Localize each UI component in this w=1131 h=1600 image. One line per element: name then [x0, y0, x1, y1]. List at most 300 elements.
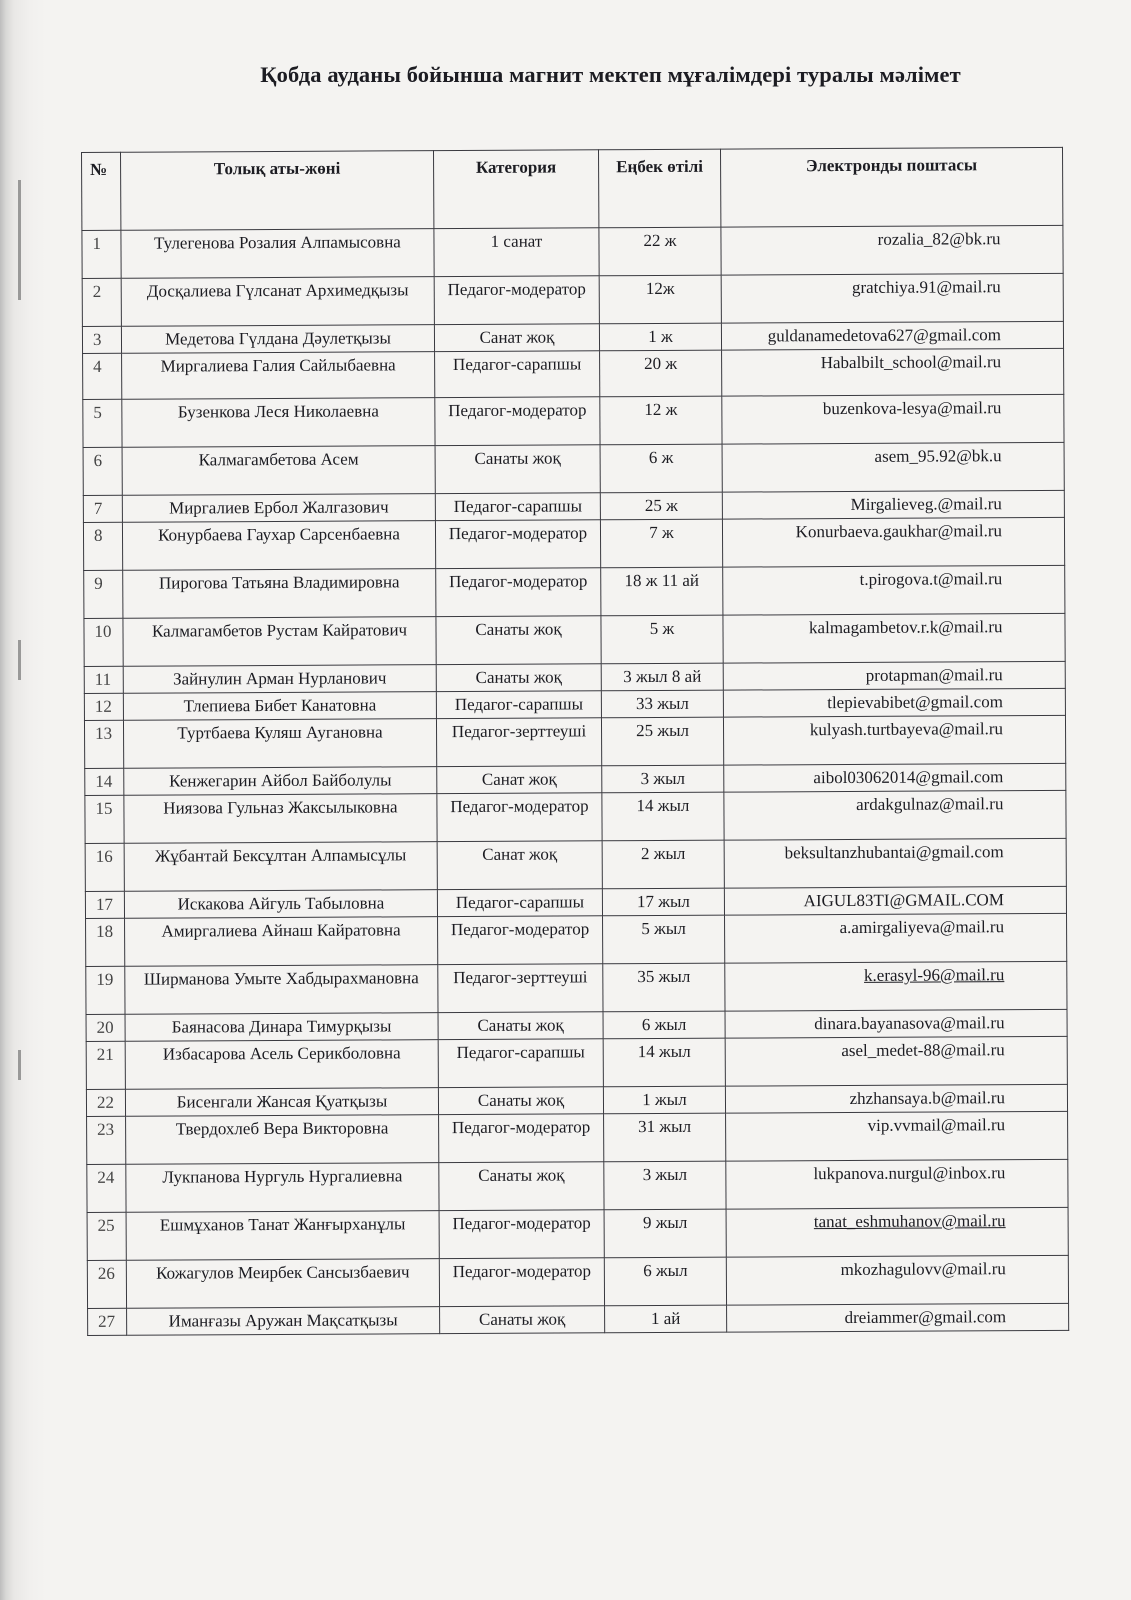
- cell-email: [722, 442, 1064, 492]
- cell-experience-text: 5 жыл: [641, 918, 686, 939]
- cell-email-text: dinara.bayanasova@mail.ru: [814, 1013, 1005, 1034]
- table-row: [84, 565, 1065, 618]
- cell-category: [439, 1162, 604, 1211]
- cell-email-text: kulyash.turtbayeva@mail.ru: [809, 719, 1004, 740]
- cell-email: [725, 913, 1067, 963]
- cell-category: [440, 1306, 605, 1334]
- cell-number: [85, 843, 124, 891]
- cell-category-text: Педагог-сарапшы: [452, 354, 582, 375]
- cell-email: [723, 688, 1065, 717]
- table-row: [86, 913, 1067, 966]
- cell-number: [83, 353, 122, 399]
- table-row: [84, 613, 1065, 666]
- cell-full-name-text: Ширманова Умыте Хабдырахмановна: [143, 968, 419, 989]
- cell-experience-text: 12 ж: [644, 399, 678, 420]
- cell-category: [438, 1039, 603, 1088]
- table-row: [83, 517, 1064, 570]
- cell-number: [87, 1212, 126, 1260]
- cell-experience-text: 7 ж: [649, 522, 674, 543]
- header-experience: Еңбек өтілі: [598, 149, 720, 228]
- cell-email-text: zhzhansaya.b@mail.ru: [849, 1088, 1006, 1108]
- cell-full-name: [122, 352, 435, 400]
- cell-category: [437, 793, 602, 842]
- cell-email-text: ardakgulnaz@mail.ru: [856, 794, 1004, 814]
- cell-email: [722, 394, 1064, 444]
- cell-email: [725, 1084, 1067, 1113]
- cell-number: [82, 326, 121, 353]
- cell-category: [434, 276, 599, 325]
- cell-category-text: Педагог-модератор: [451, 1117, 591, 1138]
- cell-number-text: 8: [93, 525, 103, 545]
- cell-category: [437, 766, 602, 794]
- cell-number-text: 15: [95, 798, 113, 818]
- cell-experience: [599, 323, 721, 351]
- cell-full-name-text: Баянасова Динара Тимурқызы: [171, 1016, 392, 1037]
- table-row: [86, 1036, 1067, 1089]
- cell-full-name: [125, 965, 438, 1015]
- cell-email-text: dreiammer@gmail.com: [844, 1307, 1007, 1328]
- cell-category: [438, 964, 603, 1013]
- cell-number: [83, 399, 122, 447]
- cell-category: [435, 493, 600, 521]
- cell-email: [722, 490, 1064, 519]
- cell-email-text: tanat_eshmuhanov@mail.ru: [813, 1211, 1006, 1232]
- cell-full-name-text: Искакова Айгуль Табыловна: [177, 893, 385, 914]
- cell-experience: [601, 717, 723, 766]
- scan-artifact: [18, 1050, 21, 1080]
- cell-email-text: AIGUL83TI@GMAIL.COM: [803, 890, 1004, 911]
- cell-email: [724, 790, 1066, 840]
- cell-category: [436, 664, 601, 692]
- cell-full-name-text: Медетова Гүлдана Дәулетқызы: [165, 328, 391, 349]
- cell-experience-text: 1 жыл: [642, 1089, 687, 1110]
- cell-full-name: [126, 1115, 439, 1165]
- scan-artifact: [18, 640, 21, 680]
- cell-full-name-text: Кожагулов Меирбек Сансызбаевич: [156, 1262, 410, 1283]
- cell-number-text: 19: [96, 969, 114, 989]
- cell-full-name: [127, 1307, 440, 1336]
- cell-category: [438, 1012, 603, 1040]
- cell-category-text: Педагог-сарапшы: [453, 496, 583, 517]
- cell-category-text: Педагог-модератор: [448, 400, 587, 421]
- cell-number: [84, 666, 123, 693]
- cell-email: [722, 517, 1064, 567]
- cell-experience-text: 6 жыл: [643, 1260, 688, 1281]
- cell-number-text: 24: [97, 1167, 115, 1187]
- cell-full-name: [123, 665, 436, 694]
- cell-experience-text: 14 жыл: [637, 1041, 691, 1062]
- cell-full-name: [121, 229, 434, 279]
- cell-full-name: [126, 1211, 439, 1261]
- cell-full-name-text: Бузенкова Леся Николаевна: [177, 401, 379, 422]
- cell-experience: [602, 840, 724, 889]
- cell-experience-text: 3 жыл: [640, 768, 686, 789]
- cell-category: [434, 228, 599, 277]
- cell-full-name-text: Амиргалиева Айнаш Кайратовна: [161, 920, 401, 941]
- cell-email-text: Konurbaeva.gaukhar@mail.ru: [795, 521, 1003, 542]
- cell-experience: [602, 765, 724, 793]
- cell-full-name-text: Лукпанова Нургуль Нургалиевна: [162, 1166, 403, 1187]
- table-row: [83, 394, 1064, 447]
- cell-email: [721, 273, 1063, 323]
- cell-full-name: [124, 794, 437, 844]
- cell-email: [726, 1255, 1068, 1305]
- cell-email: [725, 1036, 1067, 1086]
- cell-category: [439, 1258, 604, 1307]
- cell-experience-text: 12ж: [645, 278, 675, 299]
- cell-full-name-text: Жұбантай Бексұлтан Алпамысұлы: [154, 845, 407, 866]
- cell-number: [82, 230, 121, 278]
- table-row: [88, 1303, 1069, 1335]
- cell-category-text: Санаты жоқ: [478, 1309, 566, 1329]
- cell-email-text: vip.vvmail@mail.ru: [867, 1115, 1006, 1135]
- cell-experience: [601, 690, 723, 718]
- table-row: [83, 442, 1064, 495]
- cell-category-text: Педагог-сарапшы: [454, 694, 584, 715]
- cell-full-name: [123, 692, 436, 721]
- cell-full-name: [125, 1013, 438, 1042]
- cell-full-name-text: Конурбаева Гаухар Сарсенбаевна: [158, 524, 400, 545]
- header-category: Категория: [433, 150, 598, 229]
- cell-experience: [601, 663, 723, 691]
- cell-number: [86, 1014, 125, 1041]
- cell-experience: [603, 1038, 725, 1087]
- cell-experience-text: 14 жыл: [636, 795, 690, 816]
- cell-experience-text: 25 жыл: [636, 720, 690, 741]
- cell-email: [722, 348, 1064, 396]
- cell-email: [721, 225, 1063, 275]
- cell-full-name: [125, 1040, 438, 1090]
- cell-experience: [604, 1161, 726, 1210]
- cell-number: [82, 278, 121, 326]
- cell-experience-text: 6 ж: [648, 447, 674, 468]
- cell-experience-text: 17 жыл: [636, 891, 690, 912]
- cell-full-name-text: Тулегенова Розалия Алпамысовна: [154, 232, 401, 253]
- cell-email-text: lukpanova.nurgul@inbox.ru: [813, 1163, 1006, 1184]
- cell-email-text: a.amirgaliyeva@mail.ru: [839, 917, 1005, 938]
- header-full-name: Толық аты-жөні: [121, 151, 434, 231]
- cell-email: [726, 1111, 1068, 1161]
- cell-experience: [602, 888, 724, 916]
- cell-full-name-text: Миргалиев Ербол Жалгазович: [169, 497, 389, 518]
- cell-category: [439, 1114, 604, 1163]
- cell-number-text: 11: [94, 669, 112, 689]
- cell-full-name: [124, 890, 437, 919]
- cell-number: [87, 1164, 126, 1212]
- cell-category-text: Педагог-сарапшы: [456, 1042, 585, 1063]
- cell-category-text: Санаты жоқ: [475, 619, 562, 639]
- cell-category-text: Санаты жоқ: [478, 1165, 565, 1185]
- cell-full-name: [125, 1088, 438, 1117]
- cell-number-text: 13: [94, 723, 113, 743]
- cell-full-name: [122, 398, 435, 448]
- cell-category: [436, 568, 601, 617]
- cell-number-text: 1: [92, 233, 102, 253]
- cell-number-text: 27: [98, 1311, 116, 1331]
- cell-email-text: asem_95.92@bk.u: [874, 446, 1002, 466]
- cell-full-name-text: Калмагамбетов Рустам Кайратович: [151, 620, 408, 641]
- cell-experience: [604, 1257, 726, 1306]
- cell-full-name: [122, 494, 435, 523]
- cell-number-text: 2: [92, 281, 102, 301]
- cell-full-name-text: Миргалиева Галия Сайлыбаевна: [160, 355, 396, 376]
- table-row: [82, 273, 1063, 326]
- cell-email: [724, 763, 1066, 792]
- cell-full-name-text: Туртбаева Куляш Аугановна: [177, 722, 383, 743]
- cell-category-text: Педагог-модератор: [448, 523, 588, 544]
- cell-full-name-text: Калмагамбетова Асем: [198, 449, 359, 470]
- cell-number: [83, 447, 122, 495]
- cell-full-name: [123, 617, 436, 667]
- cell-email: [723, 565, 1065, 615]
- cell-full-name: [121, 277, 434, 327]
- cell-category: [437, 889, 602, 917]
- cell-experience-text: 33 жыл: [635, 693, 689, 714]
- scan-artifact: [18, 180, 21, 300]
- cell-number: [85, 891, 124, 918]
- cell-full-name-text: Тлепиева Бибет Канатовна: [183, 695, 377, 716]
- cell-experience-text: 1 ж: [648, 326, 673, 347]
- cell-number-text: 18: [96, 921, 114, 941]
- cell-full-name: [124, 767, 437, 796]
- cell-category-text: Санат жоқ: [482, 844, 558, 864]
- cell-experience: [603, 915, 725, 964]
- table-row: [84, 715, 1065, 768]
- table-row: [83, 348, 1064, 399]
- cell-number-text: 9: [94, 573, 103, 593]
- cell-email-text: Habalbilt_school@mail.ru: [820, 352, 1002, 373]
- cell-email-text: aibol03062014@gmail.com: [813, 767, 1004, 788]
- cell-experience: [601, 567, 723, 616]
- cell-category: [436, 691, 601, 719]
- cell-full-name: [123, 719, 436, 769]
- cell-category-text: Педагог-модератор: [452, 1261, 592, 1282]
- cell-email-text: Mirgalieveg.@mail.ru: [850, 494, 1002, 514]
- cell-full-name-text: Бисенгали Жансая Қуатқызы: [176, 1091, 388, 1112]
- cell-experience: [605, 1305, 727, 1333]
- cell-email: [726, 1207, 1068, 1257]
- cell-experience: [602, 792, 724, 841]
- cell-full-name: [124, 842, 437, 892]
- cell-full-name-text: Ниязова Гульназ Жаксылыковна: [163, 797, 398, 818]
- cell-full-name-text: Досқалиева Гүлсанат Архимедқызы: [146, 280, 409, 301]
- cell-full-name: [123, 569, 436, 619]
- cell-number: [84, 618, 123, 666]
- cell-number-text: 23: [97, 1119, 115, 1139]
- cell-number: [86, 918, 125, 966]
- cell-email-text: protapman@mail.ru: [865, 665, 1003, 685]
- cell-email-text: mkozhagulovv@mail.ru: [840, 1259, 1006, 1280]
- cell-email: [724, 886, 1066, 915]
- cell-number: [83, 522, 122, 570]
- table-header-row: [82, 147, 1063, 230]
- cell-experience: [600, 350, 722, 397]
- cell-email: [723, 715, 1065, 765]
- cell-experience-text: 22 ж: [643, 230, 677, 251]
- cell-number: [85, 768, 124, 795]
- cell-experience: [600, 519, 722, 568]
- cell-experience: [599, 227, 721, 276]
- cell-number-text: 20: [96, 1017, 114, 1037]
- cell-full-name: [126, 1163, 439, 1213]
- cell-number: [86, 1089, 125, 1116]
- cell-full-name-text: Пирогова Татьяна Владимировна: [158, 572, 400, 593]
- cell-category: [435, 520, 600, 569]
- table-row: [87, 1111, 1068, 1164]
- cell-category-text: Педагог-зерттеуші: [451, 721, 587, 742]
- cell-email: [721, 321, 1063, 350]
- cell-category: [436, 718, 601, 767]
- cell-category-text: Санат жоқ: [479, 327, 555, 347]
- cell-experience-text: 31 жыл: [638, 1116, 692, 1137]
- cell-category-text: Санаты жоқ: [475, 667, 562, 687]
- cell-email: [724, 838, 1066, 888]
- cell-email: [725, 961, 1067, 1011]
- cell-experience: [600, 492, 722, 520]
- cell-number: [85, 795, 124, 843]
- cell-category-text: 1 санат: [490, 231, 543, 251]
- cell-number-text: 25: [97, 1215, 115, 1235]
- cell-email-text: asel_medet-88@mail.ru: [841, 1040, 1005, 1061]
- cell-email: [723, 661, 1065, 690]
- cell-number-text: 7: [93, 498, 103, 518]
- cell-category-text: Педагог-модератор: [452, 1213, 591, 1234]
- cell-number-text: 22: [96, 1092, 115, 1112]
- cell-category: [435, 351, 600, 398]
- cell-category-text: Педагог-модератор: [449, 571, 588, 592]
- cell-experience-text: 3 жыл: [642, 1164, 688, 1185]
- table-row: [86, 961, 1067, 1014]
- cell-email: [723, 613, 1065, 663]
- teachers-table: [81, 147, 1069, 1336]
- cell-email: [726, 1159, 1068, 1209]
- cell-experience: [603, 1011, 725, 1039]
- cell-number-text: 5: [93, 402, 102, 422]
- cell-category: [439, 1210, 604, 1259]
- cell-full-name-text: Ешмұханов Танат Жанғырханұлы: [159, 1214, 406, 1235]
- cell-full-name-text: Иманғазы Аружан Мақсатқызы: [168, 1310, 398, 1331]
- cell-experience-text: 35 жыл: [637, 966, 691, 987]
- cell-email-text: kalmagambetov.r.k@mail.ru: [808, 617, 1003, 638]
- header-number: №: [82, 152, 121, 230]
- cell-email-text: tlepievabibet@gmail.com: [827, 692, 1003, 713]
- cell-experience-text: 2 жыл: [640, 843, 686, 864]
- cell-full-name-text: Твердохлеб Вера Викторовна: [175, 1118, 389, 1139]
- cell-number: [84, 693, 123, 720]
- header-email: Электронды поштасы: [720, 147, 1062, 227]
- cell-experience: [603, 963, 725, 1012]
- cell-number: [86, 966, 125, 1014]
- cell-number-text: 21: [96, 1044, 114, 1064]
- cell-experience-text: 1 ай: [650, 1308, 681, 1329]
- cell-experience: [604, 1113, 726, 1162]
- cell-full-name-text: Кенжегарин Айбол Байболулы: [169, 770, 392, 791]
- cell-email-text: k.erasyl-96@mail.ru: [863, 965, 1005, 985]
- cell-experience-text: 18 ж 11 ай: [624, 570, 700, 591]
- cell-full-name: [126, 1259, 439, 1309]
- cell-full-name-text: Зайнулин Арман Нурланович: [173, 668, 387, 689]
- cell-number: [86, 1041, 125, 1089]
- cell-category: [438, 916, 603, 965]
- cell-number-text: 6: [93, 450, 103, 470]
- cell-number: [87, 1116, 126, 1164]
- cell-number-text: 17: [95, 894, 113, 914]
- cell-category-text: Санаты жоқ: [474, 448, 561, 468]
- table-row: [87, 1159, 1068, 1212]
- cell-experience-text: 9 жыл: [642, 1212, 688, 1233]
- cell-email: [725, 1009, 1067, 1038]
- cell-experience-text: 6 жыл: [641, 1014, 687, 1035]
- cell-email-text: rozalia_82@bk.ru: [877, 229, 1001, 249]
- cell-category: [436, 616, 601, 665]
- cell-number: [84, 720, 123, 768]
- cell-number: [87, 1260, 126, 1308]
- cell-email: [727, 1303, 1069, 1332]
- cell-full-name: [121, 325, 434, 354]
- table-row: [87, 1255, 1068, 1308]
- cell-category-text: Педагог-сарапшы: [455, 892, 585, 913]
- cell-number-text: 26: [97, 1263, 115, 1283]
- cell-full-name: [125, 917, 438, 967]
- cell-experience-text: 25 ж: [644, 495, 678, 516]
- scan-edge: [0, 0, 46, 1600]
- table-row: [87, 1207, 1068, 1260]
- cell-category-text: Санаты жоқ: [477, 1090, 565, 1110]
- cell-email-text: buzenkova-lesya@mail.ru: [822, 398, 1002, 419]
- cell-email-text: guldanamedetova627@gmail.com: [767, 325, 1002, 346]
- cell-number-text: 4: [93, 356, 102, 376]
- cell-category: [435, 445, 600, 494]
- cell-experience: [599, 275, 721, 324]
- cell-number: [83, 495, 122, 522]
- cell-number-text: 16: [95, 846, 113, 866]
- cell-email-text: beksultanzhubantai@gmail.com: [784, 842, 1004, 863]
- cell-experience-text: 3 жыл 8 ай: [623, 666, 702, 687]
- cell-experience: [604, 1209, 726, 1258]
- cell-experience: [600, 396, 722, 445]
- cell-category: [434, 324, 599, 352]
- cell-full-name-text: Избасарова Асель Серикболовна: [162, 1043, 401, 1064]
- cell-experience-text: 5 ж: [649, 618, 675, 639]
- cell-number-text: 3: [92, 329, 102, 349]
- cell-number: [88, 1308, 127, 1335]
- cell-full-name: [122, 446, 435, 496]
- table-row: [82, 225, 1063, 278]
- cell-email-text: t.pirogova.t@mail.ru: [859, 569, 1003, 589]
- cell-number-text: 14: [95, 771, 113, 791]
- page-title: Қобда ауданы бойынша магнит мектеп мұғалімдері туралы мәлімет: [260, 62, 961, 87]
- cell-category-text: Санаты жоқ: [477, 1015, 564, 1035]
- cell-category: [438, 1087, 603, 1115]
- cell-category-text: Санат жоқ: [481, 769, 557, 789]
- cell-category-text: Педагог-зерттеуші: [453, 967, 588, 988]
- cell-experience: [600, 444, 722, 493]
- cell-experience-text: 20 ж: [644, 353, 678, 374]
- cell-experience: [603, 1086, 725, 1114]
- cell-category-text: Педагог-модератор: [450, 919, 590, 940]
- cell-category: [435, 397, 600, 446]
- cell-email-text: gratchiya.91@mail.ru: [851, 277, 1001, 297]
- cell-experience: [601, 615, 723, 664]
- cell-category: [437, 841, 602, 890]
- cell-full-name: [122, 521, 435, 571]
- cell-category-text: Педагог-модератор: [447, 279, 586, 300]
- table-row: [85, 790, 1066, 843]
- cell-number-text: 12: [94, 696, 112, 716]
- table-row: [85, 838, 1066, 891]
- cell-number: [84, 570, 123, 618]
- cell-number-text: 10: [94, 621, 112, 641]
